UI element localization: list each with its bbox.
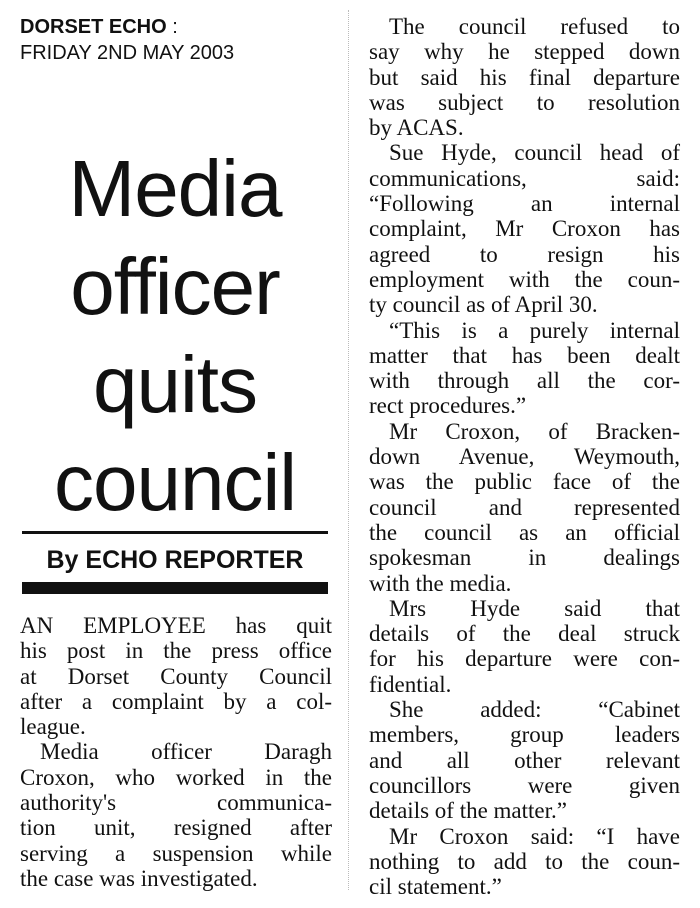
source-credit (20, 14, 234, 66)
article-column-left (20, 613, 332, 891)
article-line: authority's communica- (20, 790, 332, 816)
article-line: Mr Croxon, of Bracken- (389, 418, 680, 444)
article-line: details of the deal struck (369, 621, 680, 647)
article-line: Mr Croxon said: “I have (389, 823, 680, 849)
article-line: at Dorset County Council (20, 663, 332, 689)
article-line: by ACAS. (369, 115, 464, 141)
article-line: Media officer Daragh (40, 739, 332, 765)
article-line: was the public face of the (369, 469, 680, 495)
headline-line: quits (93, 340, 257, 429)
column-divider (348, 10, 349, 890)
article-line: council and represented (369, 494, 680, 520)
byline-top-rule (22, 531, 328, 534)
article-line: down Avenue, Weymouth, (369, 444, 680, 470)
article-line: tion unit, resigned after (20, 815, 332, 841)
article-line: cil statement.” (369, 874, 502, 900)
article-line: complaint, Mr Croxon has (369, 216, 680, 242)
byline-bottom-rule (22, 582, 328, 594)
article-line: the case was investigated. (20, 865, 258, 891)
headline-line: Media (68, 144, 282, 233)
article-line: fidential. (369, 671, 452, 697)
article-column-right (369, 14, 680, 899)
article-line: matter that has been dealt (369, 342, 680, 368)
publication-date: FRIDAY 2ND MAY 2003 (20, 42, 235, 64)
article-line: employment with the coun- (369, 266, 680, 292)
article-line: and all other relevant (369, 747, 680, 773)
article-line: agreed to resign his (369, 241, 680, 267)
headline-line: council (53, 438, 297, 527)
article-line: Mrs Hyde said that (389, 595, 680, 621)
article-line: serving a suspension while (20, 840, 332, 866)
article-line: communications, said: (369, 165, 680, 191)
article-line: his post in the press office (20, 638, 332, 664)
article-line: but said his final departure (369, 64, 680, 90)
publication-separator: : (166, 16, 178, 38)
headline (20, 140, 330, 532)
article-line: rect procedures.” (369, 393, 527, 419)
article-line: members, group leaders (369, 722, 680, 748)
article-line: “This is a purely internal (389, 317, 680, 343)
article-line: councillors were given (369, 772, 680, 798)
article-line: for his departure were con- (369, 646, 680, 672)
article-line: She added: “Cabinet (389, 697, 680, 723)
article-line: AN EMPLOYEE has quit (20, 613, 332, 638)
article-line: The council refused to (389, 14, 680, 39)
article-line: the council as an official (369, 519, 680, 545)
article-line: Croxon, who worked in the (20, 764, 332, 790)
article-line: nothing to add to the coun- (369, 848, 680, 874)
article-line: details of the matter.” (369, 798, 567, 824)
byline: By ECHO REPORTER (46, 546, 304, 574)
article-line: league. (20, 714, 86, 740)
article-line: with the media. (369, 570, 512, 596)
publication-name: DORSET ECHO (20, 16, 167, 38)
article-line: was subject to resolution (369, 89, 680, 115)
article-line: with through all the cor- (369, 368, 680, 394)
article-line: Sue Hyde, council head of (389, 140, 680, 166)
article-line: spokesman in dealings (369, 545, 680, 571)
article-line: after a complaint by a col- (20, 688, 332, 714)
article-line: ty council as of April 30. (369, 292, 598, 318)
article-line: say why he stepped down (369, 39, 680, 65)
headline-line: officer (70, 242, 280, 331)
article-line: “Following an internal (369, 191, 680, 217)
